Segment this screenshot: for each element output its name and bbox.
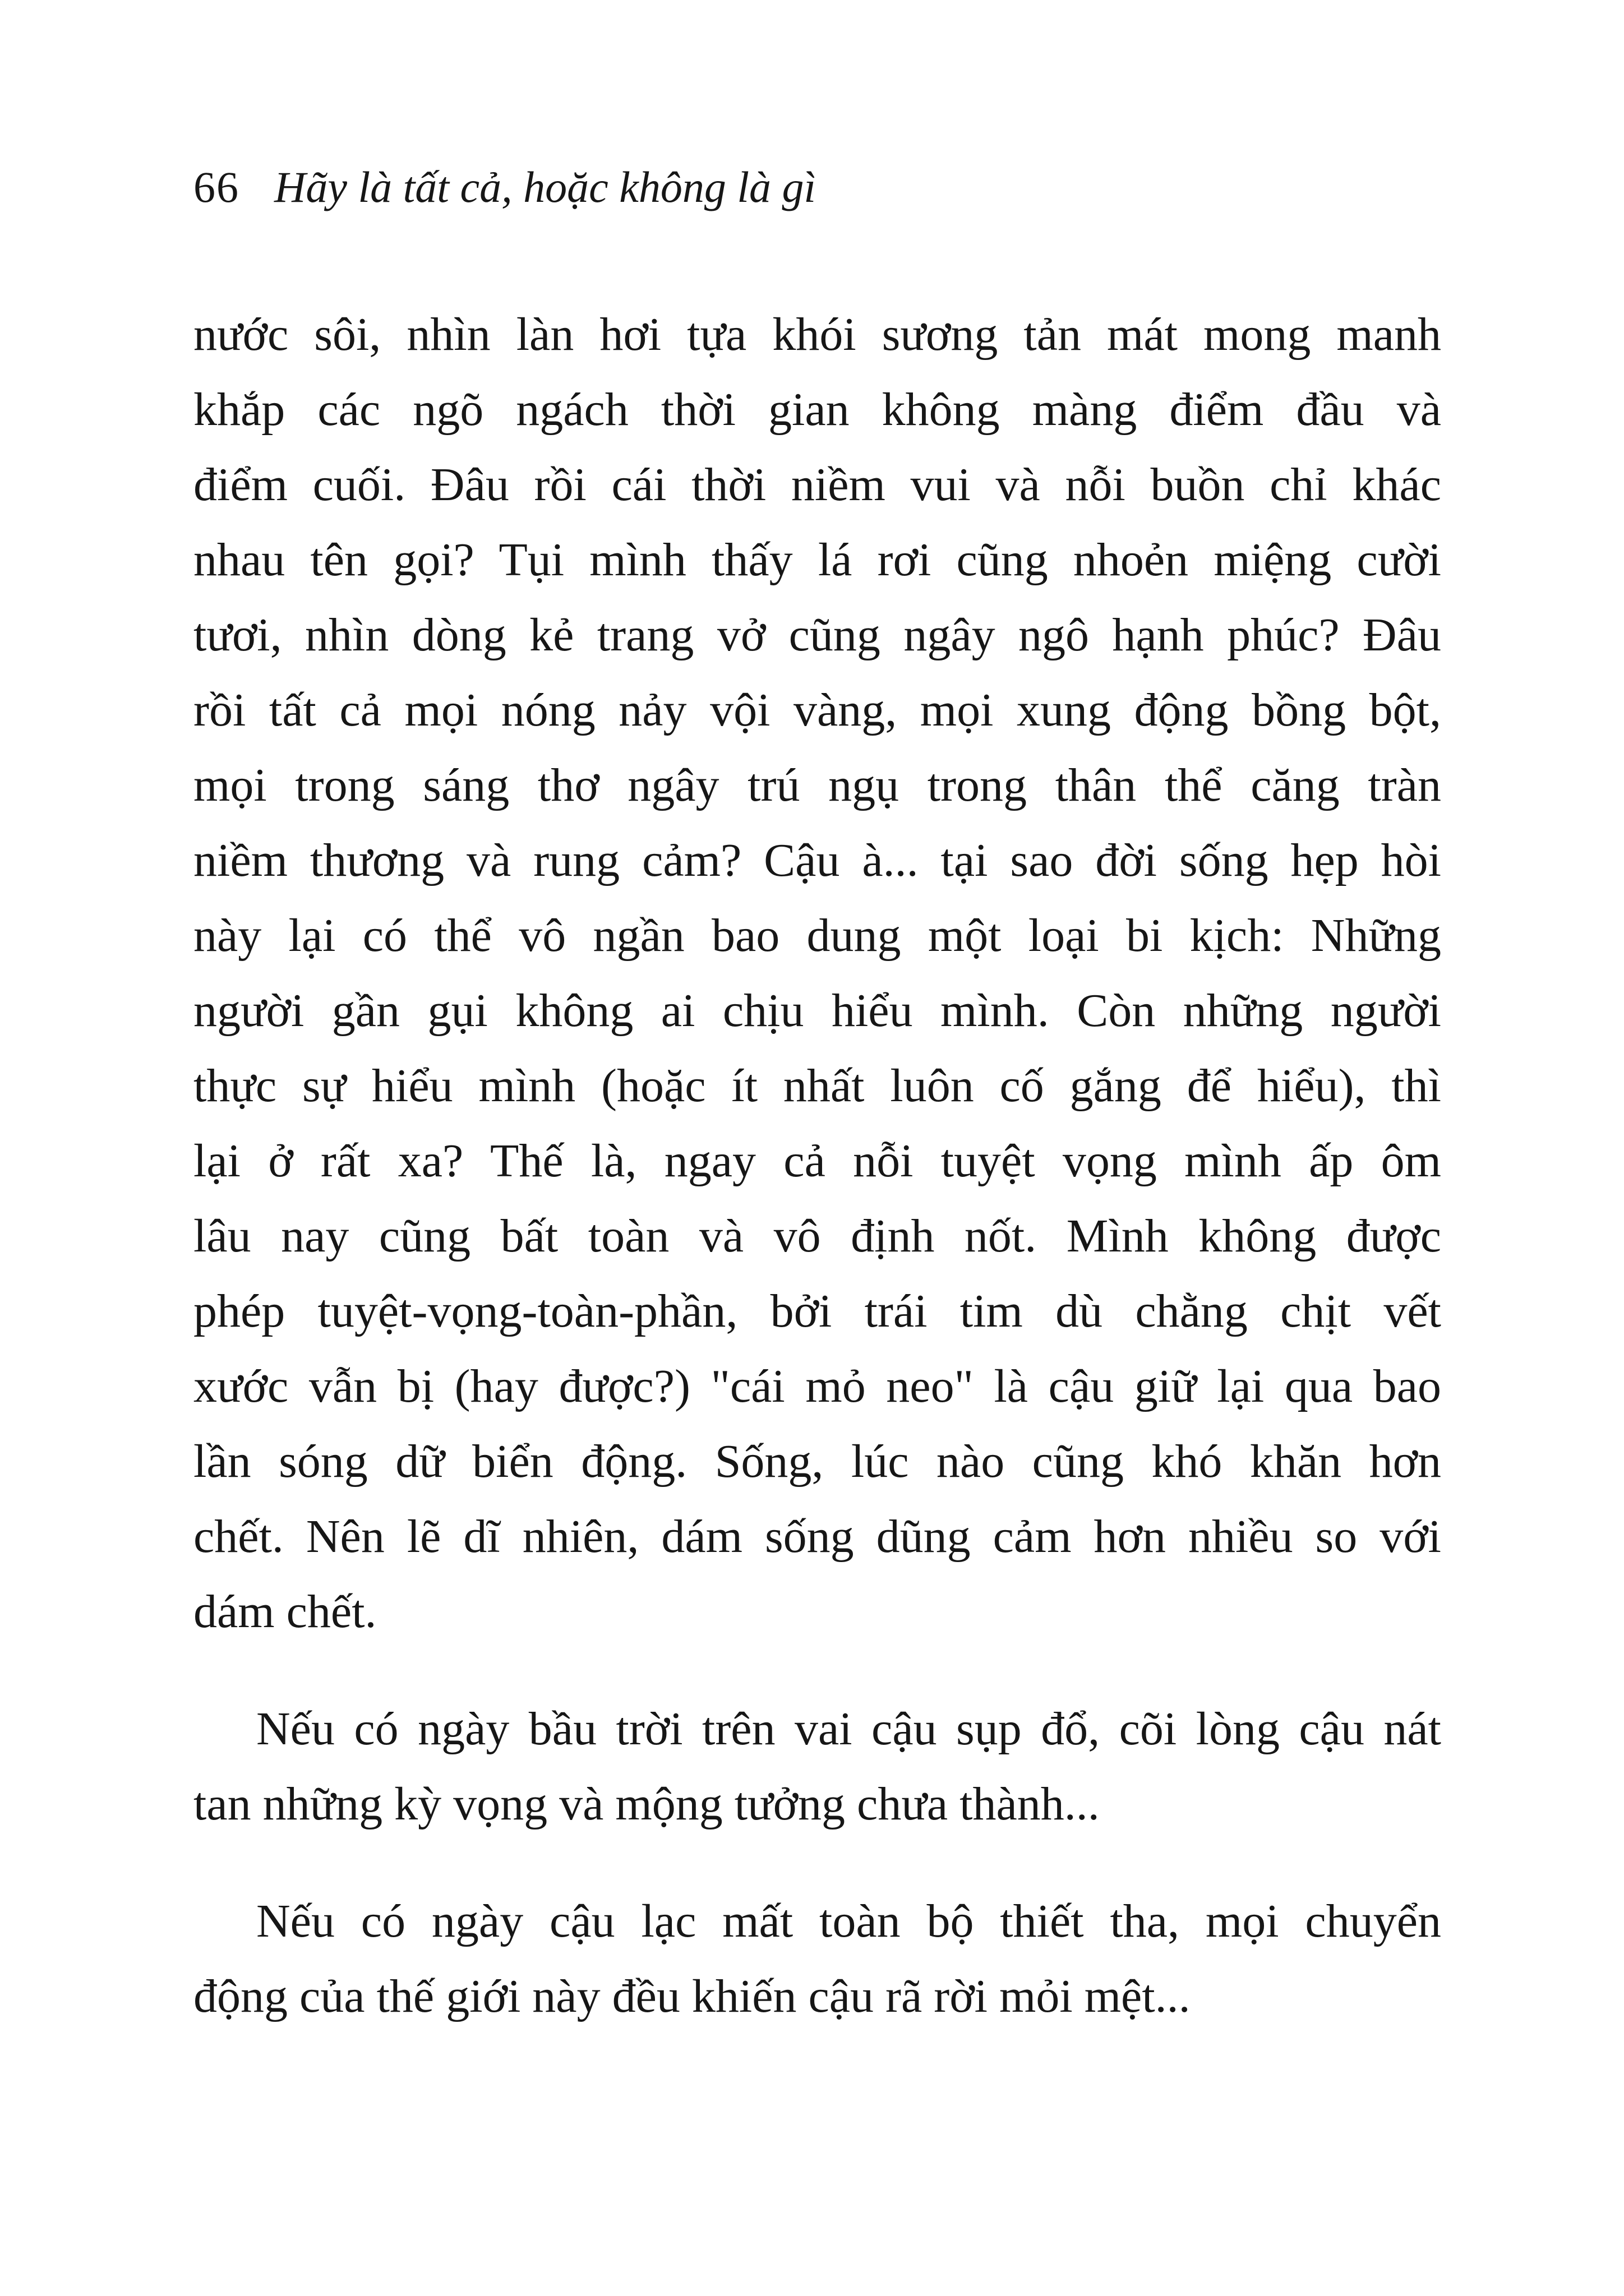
text-line: rồi tất cả mọi nóng nảy vội vàng, mọi xung động bồng bột, (193, 684, 1441, 736)
text-line: lâu nay cũng bất toàn và vô định nốt. Mình không được (193, 1210, 1441, 1262)
text-line: khắp các ngõ ngách thời gian không màng điểm đầu và (193, 384, 1441, 436)
text-line: chết. Nên lẽ dĩ nhiên, dám sống dũng cảm hơn nhiều so với (193, 1510, 1441, 1563)
page-number: 66 (193, 163, 239, 211)
text-line: phép tuyệt-vọng-toàn-phần, bởi trái tim dù chằng chịt vết (193, 1285, 1441, 1337)
paragraph (193, 1692, 1441, 1842)
text-line: Nếu có ngày bầu trời trên vai cậu sụp đổ, cõi lòng cậu nát (256, 1703, 1441, 1755)
text-line: động của thế giới này đều khiến cậu rã rời mỏi mệt... (193, 1970, 1191, 2022)
text-line: thực sự hiểu mình (hoặc ít nhất luôn cố gắng để hiểu), thì (193, 1060, 1441, 1112)
text-line: lại ở rất xa? Thế là, ngay cả nỗi tuyệt vọng mình ấp ôm (193, 1135, 1441, 1187)
text-line: tươi, nhìn dòng kẻ trang vở cũng ngây ngô hạnh phúc? Đâu (193, 609, 1441, 661)
text-line: người gần gụi không ai chịu hiểu mình. Còn những người (193, 985, 1441, 1037)
text-line: nước sôi, nhìn làn hơi tựa khói sương tản mát mong manh (193, 308, 1441, 361)
running-title: Hãy là tất cả, hoặc không là gì (274, 163, 816, 211)
text-line: Nếu có ngày cậu lạc mất toàn bộ thiết tha, mọi chuyển (256, 1895, 1441, 1947)
text-line: tan những kỳ vọng và mộng tưởng chưa thành... (193, 1778, 1100, 1830)
body-text (193, 297, 1441, 2034)
text-line: này lại có thể vô ngần bao dung một loại bi kịch: Những (193, 909, 1441, 962)
text-line: dám chết. (193, 1586, 377, 1638)
text-line: mọi trong sáng thơ ngây trú ngụ trong thân thể căng tràn (193, 759, 1441, 811)
text-line: điểm cuối. Đâu rồi cái thời niềm vui và nỗi buồn chỉ khác (193, 459, 1441, 511)
paragraph (193, 1884, 1441, 2034)
text-line: lần sóng dữ biển động. Sống, lúc nào cũng khó khăn hơn (193, 1435, 1441, 1487)
text-line: xước vẫn bị (hay được?) "cái mỏ neo" là cậu giữ lại qua bao (193, 1360, 1441, 1412)
paragraph (193, 297, 1441, 1650)
text-line: niềm thương và rung cảm? Cậu à... tại sao đời sống hẹp hòi (193, 834, 1441, 886)
running-header (193, 161, 1441, 213)
text-line: nhau tên gọi? Tụi mình thấy lá rơi cũng nhoẻn miệng cười (193, 534, 1441, 586)
